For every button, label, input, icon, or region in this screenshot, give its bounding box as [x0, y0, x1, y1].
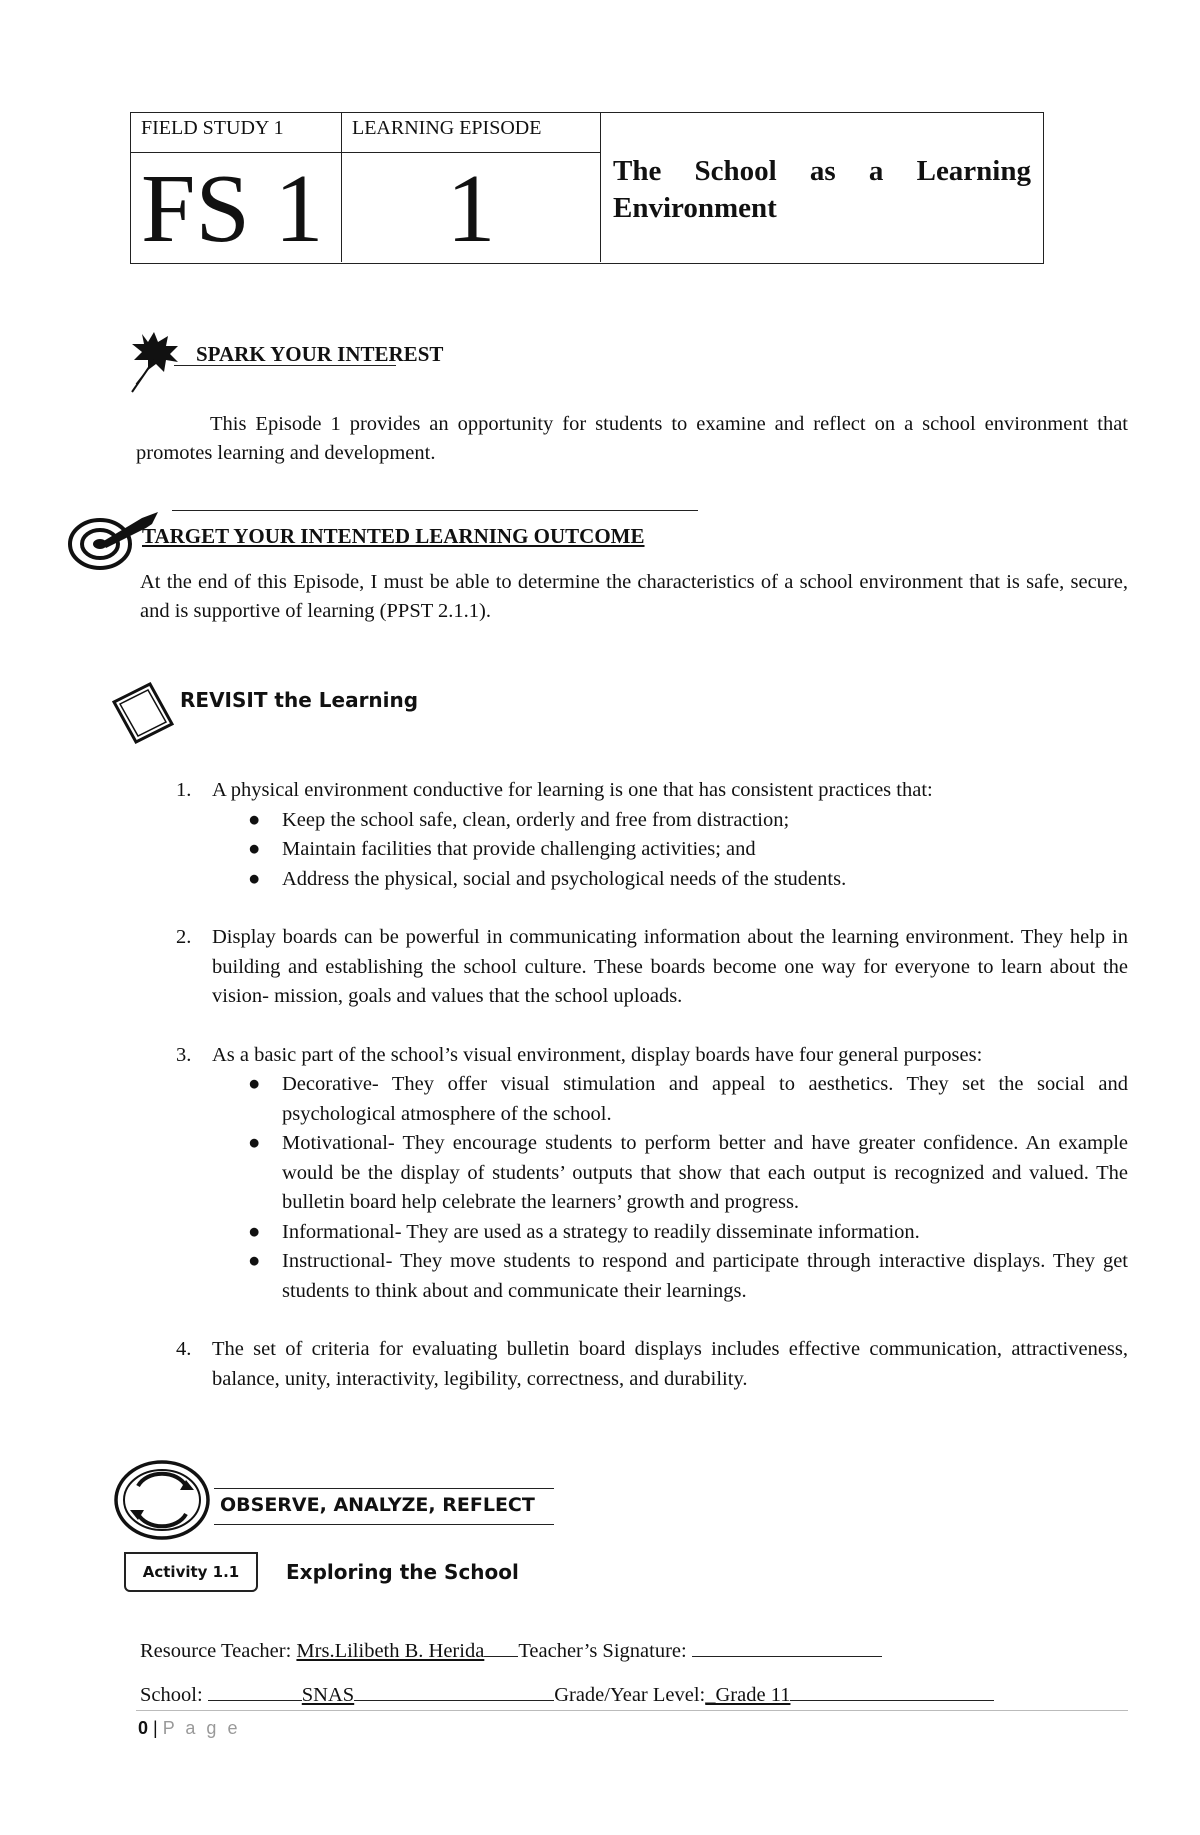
revisit-heading: REVISIT the Learning	[180, 688, 419, 712]
revisit-list	[176, 776, 1128, 1394]
episode-header-table	[130, 112, 1044, 264]
episode-number: 1	[446, 155, 496, 263]
signature-field	[692, 1656, 882, 1657]
spark-heading: SPARK YOUR INTEREST	[196, 342, 444, 366]
list-item: 2. Display boards can be powerful in communicating information about the learning environment. They help in building and establishing the school culture. These boards become one way for everyone to learn about the vision- mission, goals and values that the school uploads.	[176, 926, 1128, 1007]
episode-title-cell	[601, 113, 1043, 262]
spark-text: This Episode 1 provides an opportunity for students to examine and reflect on a school environment that promotes learning and development.	[136, 413, 1128, 464]
page-number: 0	[138, 1718, 149, 1738]
activity-badge: Activity 1.1	[124, 1552, 258, 1592]
notebook-icon	[110, 680, 176, 746]
activity-title: Exploring the School	[286, 1560, 519, 1584]
bullet-item: ● Maintain facilities that provide challenging activities; and	[248, 838, 756, 860]
target-text: At the end of this Episode, I must be able to determine the characteristics of a school environment that is safe, secure, and is supportive of learning (PPST 2.1.1).	[140, 571, 1128, 622]
bullet-item: ● Keep the school safe, clean, orderly and free from distraction;	[248, 808, 790, 831]
bullet-item: ● Motivational- They encourage students to perform better and have greater confidence. An example would be the display of students’ outputs that show that each output is recognized and valued. The bulletin board help celebrate the learners’ growth and progress.	[248, 1132, 1128, 1213]
resource-teacher-line: Resource Teacher: Mrs.Lilibeth B. Herida Teacher’s Signature:	[140, 1640, 882, 1663]
field-study-cell	[131, 113, 342, 262]
school-value: SNAS	[301, 1684, 355, 1706]
resource-teacher-value: Mrs.Lilibeth B. Herida	[296, 1640, 485, 1662]
episode-label: LEARNING EPISODE	[342, 113, 600, 153]
bullet-item: ● Instructional- They move students to respond and participate through interactive displays. They get students to think about and communicate their learnings.	[248, 1250, 1128, 1302]
school-line: School: SNAS Grade/Year Level:_Grade 11	[140, 1684, 994, 1707]
page-word: P a g e	[162, 1718, 241, 1738]
list-item: 4. The set of criteria for evaluating bulletin board displays includes effective communication, attractiveness, balance, unity, interactivity, legibility, correctness, and durability.	[176, 1338, 1128, 1390]
observe-heading: OBSERVE, ANALYZE, REFLECT	[220, 1494, 535, 1516]
field-study-label: FIELD STUDY 1	[131, 113, 341, 153]
grade-value: Grade 11	[715, 1684, 791, 1706]
list-item: 3. As a basic part of the school’s visual environment, display boards have four general purposes: ● Decorative- They offer visual stimulation and appeal to aesthetics. They set the social and psychological atmosphere of the school. ● Motivational- They encourage students to perform better and have greater confidence. An example would be the display of students’ outputs that show that each output is recognized and valued. The bulletin board help celebrate the learners’ growth and progress. ● Informational- They are used as a strategy to readily disseminate information. ● Instructional- They move students to respond and participate through interactive displays. They get students to think about and communicate their learnings.	[176, 1041, 1128, 1307]
fs-code: FS 1	[141, 155, 324, 263]
cycle-icon	[112, 1458, 212, 1542]
list-item: 1. A physical environment conductive for learning is one that has consistent practices that: ● Keep the school safe, clean, orderly and free from distraction; ● Maintain facilities that provide challenging activities; and ● Address the physical, social and psychological needs of the students.	[176, 776, 1128, 894]
page-footer: 0 | P a g e	[138, 1718, 241, 1738]
bullet-item: ● Decorative- They offer visual stimulation and appeal to aesthetics. They set the social and psychological atmosphere of the school.	[248, 1073, 1128, 1125]
spark-burst-icon	[128, 330, 188, 396]
learning-episode-cell	[342, 113, 601, 262]
bullet-item: ● Address the physical, social and psychological needs of the students.	[248, 867, 847, 890]
bullet-item: ● Informational- They are used as a strategy to readily disseminate information.	[248, 1220, 920, 1243]
episode-title: The School as a Learning Environment	[613, 155, 1031, 224]
target-heading: TARGET YOUR INTENTED LEARNING OUTCOME	[142, 524, 645, 548]
